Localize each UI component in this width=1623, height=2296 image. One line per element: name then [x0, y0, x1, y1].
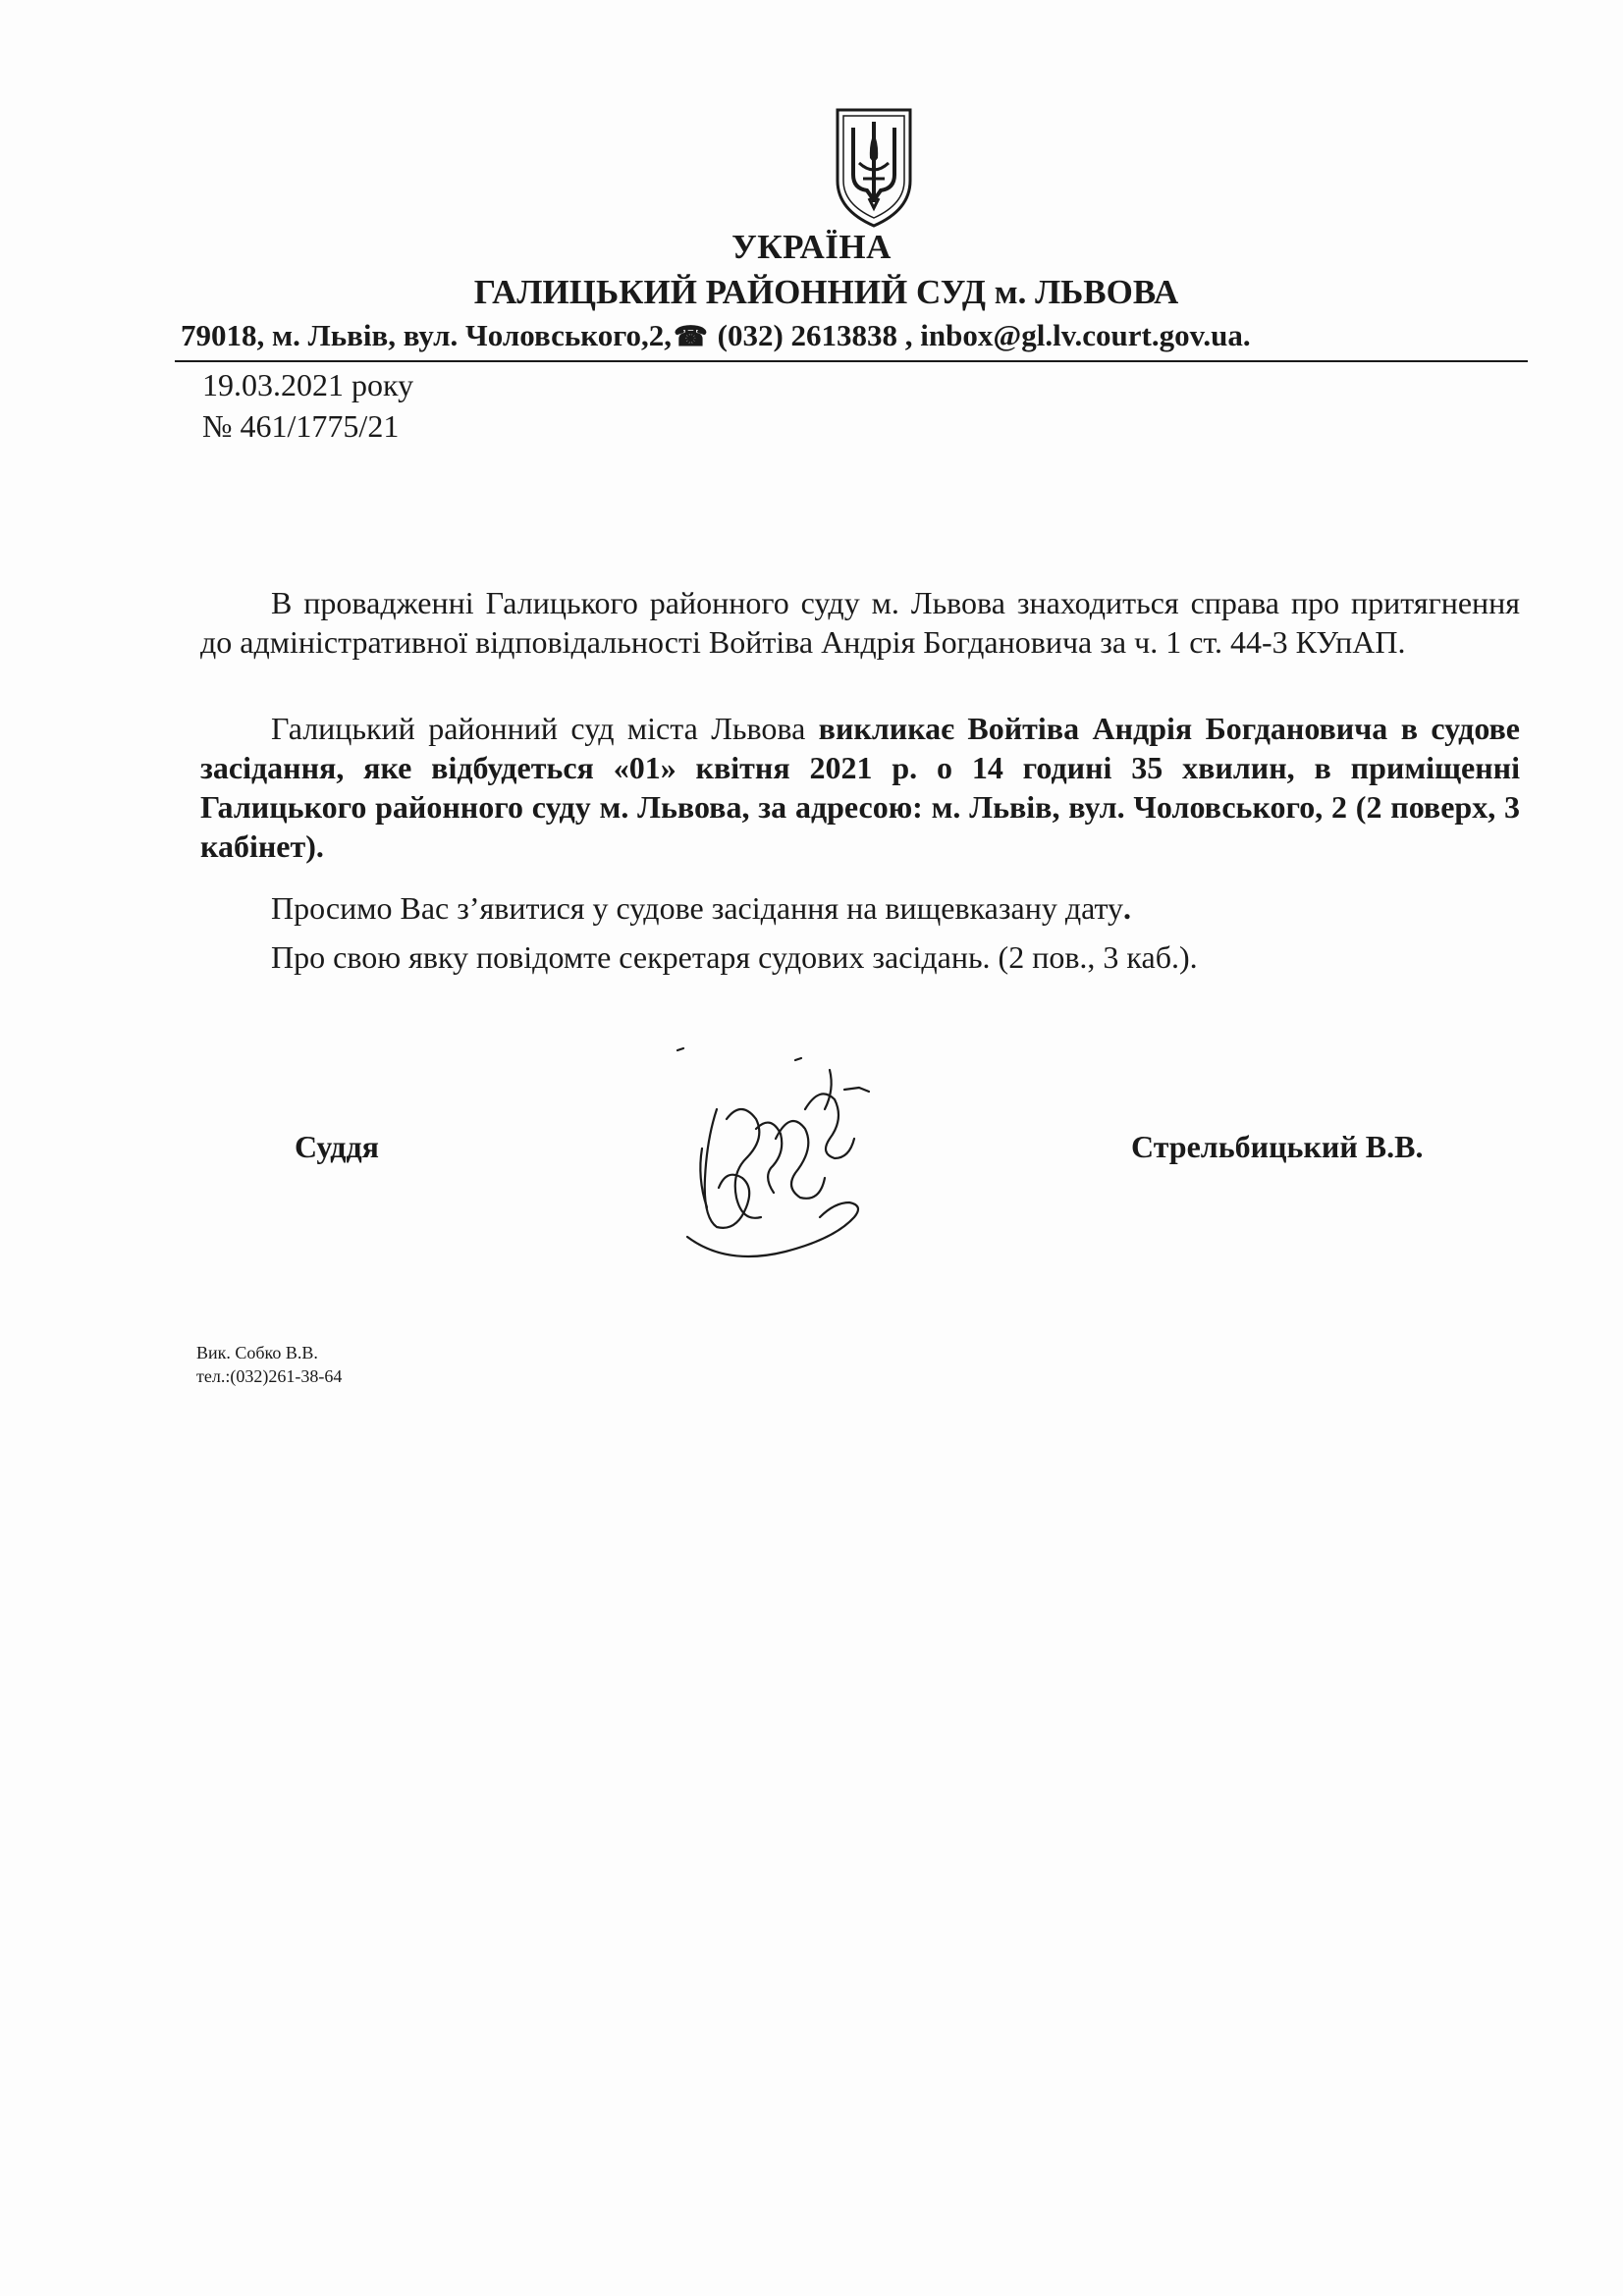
- request-text: Просимо Вас з’явитися у судове засідання на вищевказану дату: [271, 890, 1124, 926]
- judge-title: Суддя: [295, 1129, 379, 1164]
- executor-name: Вик. Собко В.В.: [196, 1343, 318, 1362]
- paragraph-request: [200, 888, 1520, 928]
- paragraph-notify: Про свою явку повідомте секретаря судових засідань. (2 пов., 3 каб.).: [271, 939, 1198, 975]
- summons-details: викликає Войтіва Андрія Богдановича в судове засідання, яке відбудеться «01» квітня 2021 р. о 14 годині 35 хвилин, в приміщенні Галицького районного суду м. Львова, за адресою: м. Львів, вул. Чоловського, 2 (2 поверх, 3 кабінет).: [200, 711, 1521, 864]
- coat-of-arms-icon: [830, 104, 918, 232]
- handwritten-signature: [648, 1031, 903, 1276]
- address-text: 79018, м. Львів, вул. Чоловського,2,: [181, 318, 672, 352]
- letter-number: № 461/1775/21: [202, 408, 400, 444]
- letter-date: 19.03.2021 року: [202, 367, 414, 402]
- judge-name: Стрельбицький В.В.: [1131, 1129, 1424, 1164]
- executor-phone: тел.:(032)261-38-64: [196, 1366, 343, 1386]
- court-address: [181, 316, 1526, 357]
- court-name-heading: ГАЛИЦЬКИЙ РАЙОННИЙ СУД м. ЛЬВОВА: [473, 273, 1179, 311]
- paragraph-summons: [200, 709, 1520, 866]
- request-period: .: [1123, 890, 1132, 926]
- country-heading: УКРАЇНА: [731, 228, 892, 266]
- summons-intro: Галицький районний суд міста Львова: [271, 711, 819, 746]
- header-divider: [175, 360, 1528, 362]
- paragraph-case: В провадженні Галицького районного суду м. Львова знаходиться справа про притягнення до адміністративної відповідальності Войтіва Андрія Богдановича за ч. 1 ст. 44-3 КУпАП.: [200, 585, 1520, 660]
- telephone-icon: ☎: [674, 322, 708, 352]
- contact-text: (032) 2613838 , inbox@gl.lv.court.gov.ua.: [709, 318, 1251, 352]
